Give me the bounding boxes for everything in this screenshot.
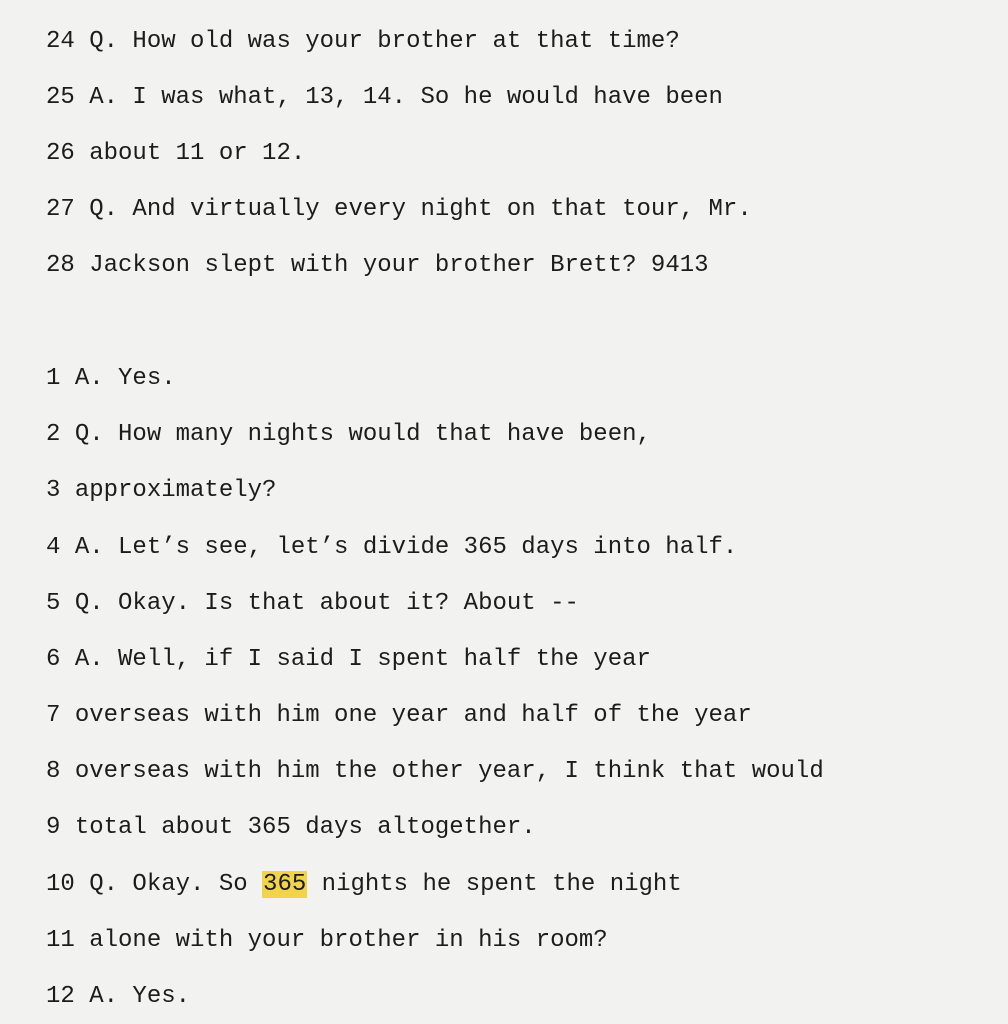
line-number: 25 xyxy=(46,84,75,111)
line-text: Q. And virtually every night on that tour, Mr. xyxy=(89,196,752,223)
line-text: A. Yes. xyxy=(74,365,176,392)
line-number: 11 xyxy=(46,927,75,954)
line-text: A. Well, if I said I spent half the year xyxy=(74,646,651,673)
line-number: 4 xyxy=(46,534,61,561)
transcript-line xyxy=(46,27,680,57)
transcript-line xyxy=(46,139,305,169)
line-number: 5 xyxy=(46,590,61,617)
line-text: A. Yes. xyxy=(89,983,191,1010)
line-text: A. I was what, 13, 14. So he would have been xyxy=(89,84,723,111)
line-number: 10 xyxy=(46,871,75,898)
line-text: Q. How many nights would that have been, xyxy=(74,421,651,448)
transcript-line xyxy=(46,926,608,956)
line-number: 1 xyxy=(46,365,61,392)
transcript-line xyxy=(46,870,682,900)
line-text: Q. Okay. So xyxy=(89,871,263,898)
transcript-line xyxy=(46,982,190,1012)
line-text: overseas with him one year and half of the year xyxy=(74,702,752,729)
transcript-line xyxy=(46,757,824,787)
line-text: nights he spent the night xyxy=(307,871,682,898)
line-text: Q. How old was your brother at that time? xyxy=(89,28,680,55)
transcript-line xyxy=(46,645,651,675)
transcript-line xyxy=(46,589,579,619)
line-number: 7 xyxy=(46,702,61,729)
transcript-line xyxy=(46,476,276,506)
line-text: overseas with him the other year, I think that would xyxy=(74,758,824,785)
transcript-line xyxy=(46,420,651,450)
line-number: 6 xyxy=(46,646,61,673)
line-text: Jackson slept with your brother Brett? 9413 xyxy=(89,252,709,279)
transcript-line xyxy=(46,701,752,731)
line-text: alone with your brother in his room? xyxy=(89,927,608,954)
transcript-line xyxy=(46,364,176,394)
transcript-line xyxy=(46,195,752,225)
line-number: 28 xyxy=(46,252,75,279)
line-number: 8 xyxy=(46,758,61,785)
line-number: 9 xyxy=(46,814,61,841)
line-number: 26 xyxy=(46,140,75,167)
line-number: 24 xyxy=(46,28,75,55)
line-number: 12 xyxy=(46,983,75,1010)
line-number: 27 xyxy=(46,196,75,223)
transcript-line xyxy=(46,533,737,563)
line-text: total about 365 days altogether. xyxy=(74,814,536,841)
line-number: 3 xyxy=(46,477,61,504)
transcript-line xyxy=(46,251,709,281)
transcript-line xyxy=(46,83,723,113)
transcript-line xyxy=(46,813,536,843)
line-number: 2 xyxy=(46,421,61,448)
highlighted-text: 365 xyxy=(263,871,307,898)
line-text: Q. Okay. Is that about it? About -- xyxy=(74,590,579,617)
line-text: A. Let’s see, let’s divide 365 days into half. xyxy=(74,534,738,561)
line-text: approximately? xyxy=(74,477,277,504)
line-text: about 11 or 12. xyxy=(89,140,306,167)
